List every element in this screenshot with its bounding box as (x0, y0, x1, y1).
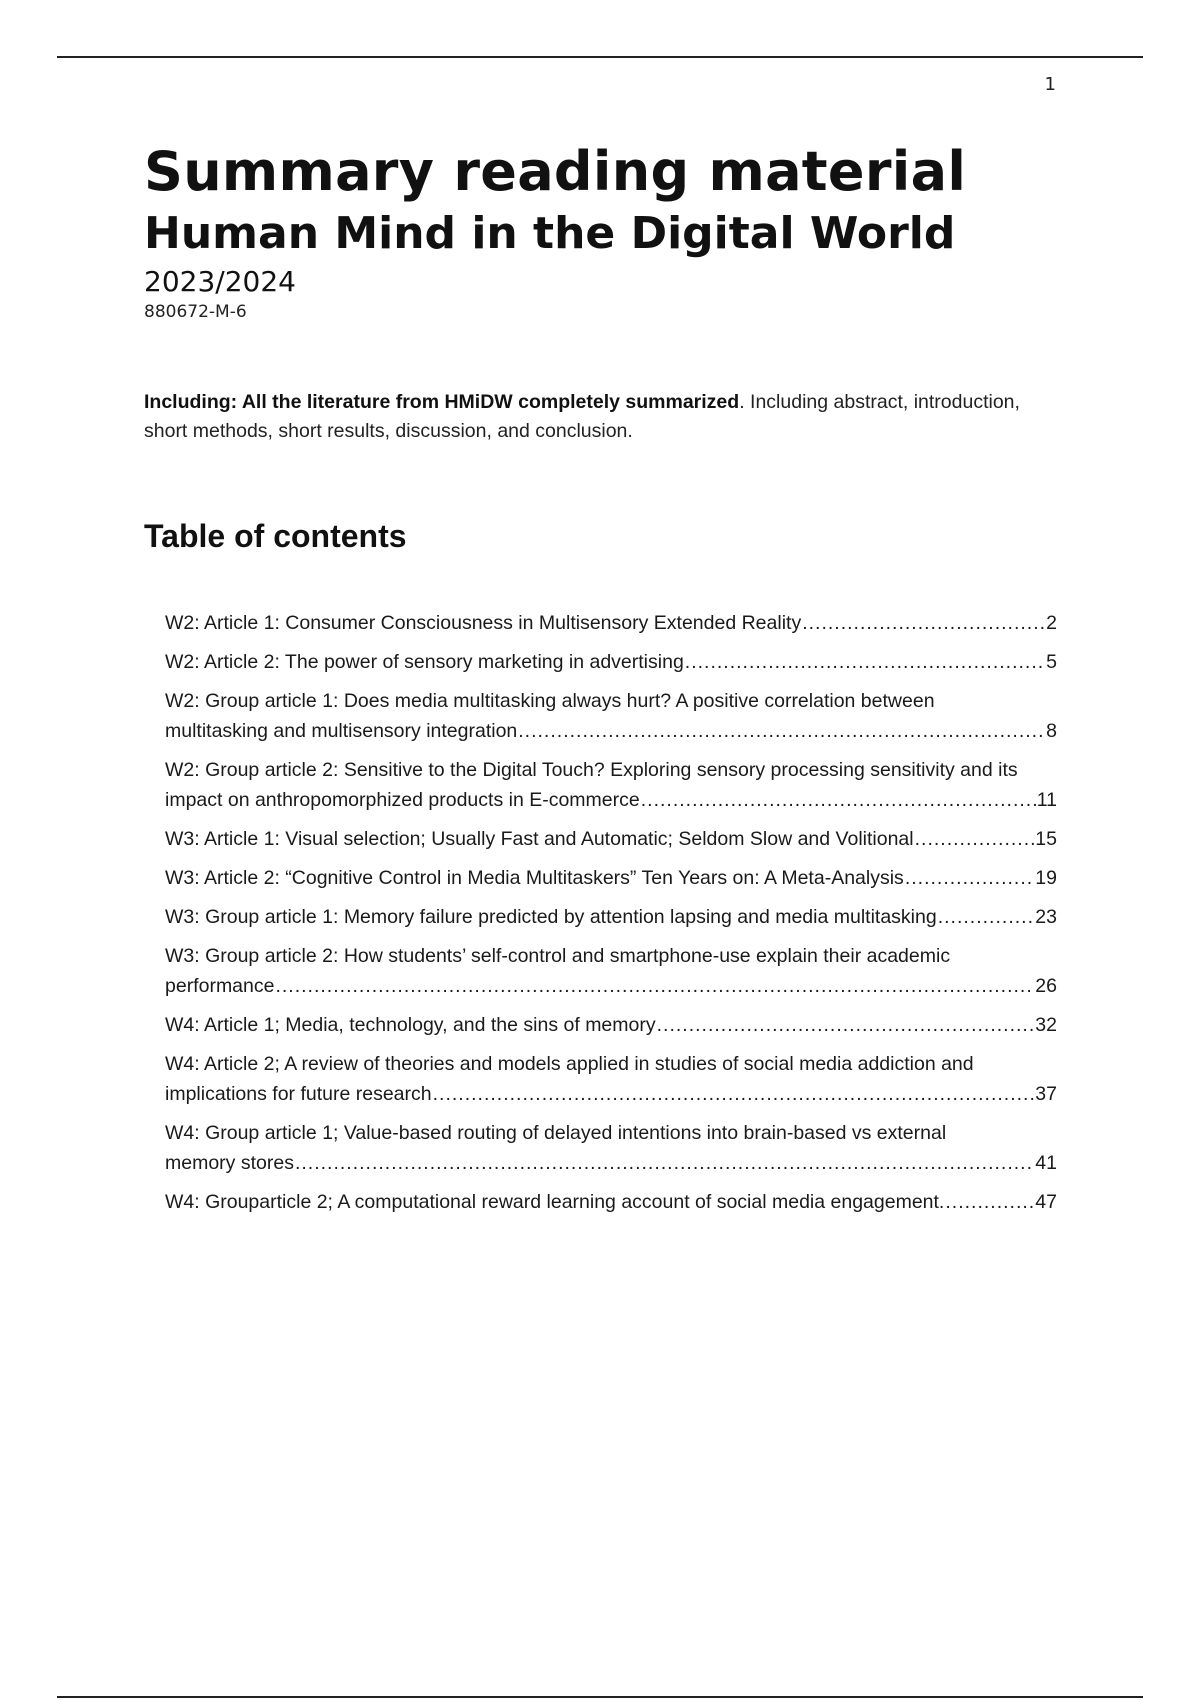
toc-entry[interactable] (165, 902, 1057, 932)
toc-entry[interactable] (165, 755, 1057, 815)
table-of-contents (165, 608, 1057, 1226)
toc-entry[interactable] (165, 1118, 1057, 1178)
toc-dot-leader (518, 716, 1045, 746)
toc-page-number: 8 (1046, 720, 1057, 742)
toc-entry-title: W4: Article 1; Media, technology, and the sins of memory (165, 1014, 656, 1036)
toc-dot-leader (295, 1148, 1034, 1178)
toc-entry[interactable] (165, 941, 1057, 1001)
intro-bold: Including: All the literature from HMiDW completely summarized (144, 391, 740, 413)
toc-entry-title: memory stores (165, 1152, 294, 1174)
toc-entry[interactable] (165, 686, 1057, 746)
toc-entry-title-line: W2: Group article 1: Does media multitasking always hurt? A positive correlation between (165, 690, 935, 712)
toc-entry-line (165, 1148, 1057, 1178)
academic-year: 2023/2024 (144, 265, 296, 298)
intro-rest: . Including abstract, introduction, short methods, short results, discussion, and conclusion. (144, 391, 1020, 442)
intro-paragraph (144, 388, 1064, 446)
footer-rule (57, 1696, 1143, 1698)
toc-page-number: 11 (1036, 789, 1057, 811)
toc-entry-title: implications for future research (165, 1083, 432, 1105)
toc-dot-leader (915, 824, 1035, 854)
toc-entry[interactable] (165, 824, 1057, 854)
toc-page-number: 5 (1046, 651, 1057, 673)
toc-entry-line (165, 716, 1057, 746)
toc-page-number: 15 (1035, 828, 1057, 850)
toc-entry[interactable] (165, 1010, 1057, 1040)
toc-dot-leader (905, 863, 1034, 893)
header-rule (57, 56, 1143, 58)
toc-entry-title: performance (165, 975, 275, 997)
toc-entry-line (165, 971, 1057, 1001)
toc-dot-leader (685, 647, 1045, 677)
toc-entry-line (165, 1079, 1057, 1109)
toc-dot-leader (802, 608, 1045, 638)
toc-dot-leader (938, 902, 1035, 932)
toc-page-number: 47 (1035, 1191, 1057, 1213)
toc-entry-title: W3: Article 2: “Cognitive Control in Media Multitaskers” Ten Years on: A Meta-Analysis (165, 867, 904, 889)
toc-entry-line (165, 608, 1057, 638)
toc-entry-line (165, 824, 1057, 854)
toc-entry[interactable] (165, 608, 1057, 638)
toc-entry-title: W3: Article 1: Visual selection; Usually Fast and Automatic; Seldom Slow and Volitional (165, 828, 914, 850)
toc-entry-line (165, 863, 1057, 893)
toc-entry-line (165, 647, 1057, 677)
toc-dot-leader (275, 971, 1034, 1001)
toc-entry-title-line: W3: Group article 2: How students’ self-control and smartphone-use explain their academic (165, 945, 951, 967)
toc-page-number: 2 (1046, 612, 1057, 634)
toc-dot-leader (657, 1010, 1035, 1040)
toc-page-number: 41 (1035, 1152, 1057, 1174)
toc-entry[interactable] (165, 1187, 1057, 1217)
toc-dot-leader (945, 1187, 1034, 1217)
document-subtitle: Human Mind in the Digital World (144, 208, 956, 259)
toc-entry-title: W4: Grouparticle 2; A computational reward learning account of social media engagement. (165, 1191, 945, 1213)
toc-entry-title-line: W4: Article 2; A review of theories and models applied in studies of social media addiction and (165, 1053, 974, 1075)
toc-page-number: 23 (1035, 906, 1057, 928)
toc-entry-line (165, 785, 1057, 815)
course-code: 880672-M-6 (144, 302, 247, 322)
toc-entry[interactable] (165, 1049, 1057, 1109)
toc-dot-leader (433, 1079, 1035, 1109)
toc-page-number: 32 (1035, 1014, 1057, 1036)
toc-page-number: 26 (1035, 975, 1057, 997)
toc-entry-title-line: W4: Group article 1; Value-based routing of delayed intentions into brain-based vs external (165, 1122, 947, 1144)
toc-entry-line (165, 1187, 1057, 1217)
toc-entry-title: impact on anthropomorphized products in E-commerce (165, 789, 640, 811)
toc-dot-leader (641, 785, 1036, 815)
toc-page-number: 19 (1035, 867, 1057, 889)
toc-entry-line (165, 902, 1057, 932)
toc-entry-line (165, 1010, 1057, 1040)
toc-entry[interactable] (165, 863, 1057, 893)
document-title: Summary reading material (144, 140, 967, 203)
page-number: 1 (1044, 74, 1056, 95)
toc-page-number: 37 (1035, 1083, 1057, 1105)
toc-heading: Table of contents (144, 518, 407, 554)
toc-entry[interactable] (165, 647, 1057, 677)
toc-entry-title-line: W2: Group article 2: Sensitive to the Digital Touch? Exploring sensory processing sensitivity and its (165, 759, 1018, 781)
toc-entry-title: multitasking and multisensory integration (165, 720, 518, 742)
toc-entry-title: W2: Article 2: The power of sensory marketing in advertising (165, 651, 684, 673)
toc-entry-title: W3: Group article 1: Memory failure predicted by attention lapsing and media multitasking (165, 906, 937, 928)
toc-entry-title: W2: Article 1: Consumer Consciousness in Multisensory Extended Reality (165, 612, 802, 634)
